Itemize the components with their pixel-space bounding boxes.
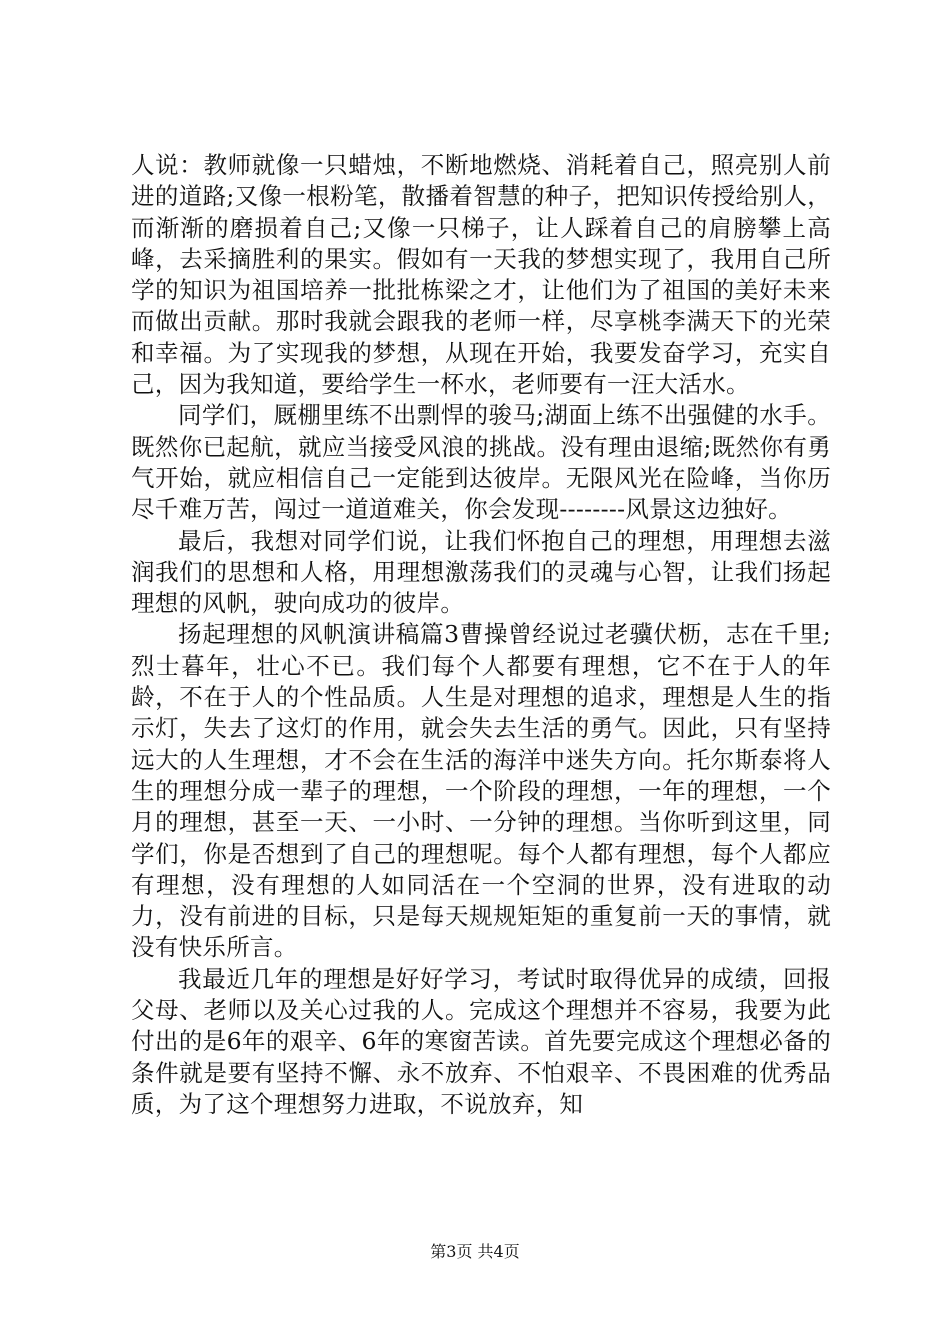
paragraph-5: 我最近几年的理想是好好学习，考试时取得优异的成绩，回报父母、老师以及关心过我的人。完成这个理想并不容易，我要为此付出的是6年的艰辛、6年的寒窗苦读。首先要完成这个理想必备的条件就是要有坚持不懈、永不放弃、不怕艰辛、不畏困难的优秀品质，为了这个理想努力进取，不说放弃，知 (131, 964, 831, 1118)
body-text (131, 150, 831, 1120)
paragraph-4: 扬起理想的风帆演讲稿篇3曹操曾经说过老骥伏枥，志在千里;烈士暮年，壮心不已。我们每个人都要有理想，它不在于人的年龄，不在于人的个性品质。人生是对理想的追求，理想是人生的指示灯，失去了这灯的作用，就会失去生活的勇气。因此，只有坚持远大的人生理想，才不会在生活的海洋中迷失方向。托尔斯泰将人生的理想分成一辈子的理想，一个阶段的理想，一年的理想，一个月的理想，甚至一天、一小时、一分钟的理想。当你听到这里，同学们，你是否想到了自己的理想呢。每个人都有理想，每个人都应有理想，没有理想的人如同活在一个空洞的世界，没有进取的动力，没有前进的目标，只是每天规规矩矩的重复前一天的事情，就没有快乐所言。 (131, 620, 831, 962)
paragraph-2: 同学们，厩棚里练不出剽悍的骏马;湖面上练不出强健的水手。既然你已起航，就应当接受风浪的挑战。没有理由退缩;既然你有勇气开始，就应相信自己一定能到达彼岸。无限风光在险峰，当你历尽千难万苦，闯过一道道难关，你会发现--------风景这边独好。 (131, 401, 831, 524)
paragraph-1: 人说：教师就像一只蜡烛，不断地燃烧、消耗着自己，照亮别人前进的道路;又像一根粉笔，散播着智慧的种子，把知识传授给别人，而渐渐的磨损着自己;又像一只梯子，让人踩着自己的肩膀攀上高峰，去采摘胜利的果实。假如有一天我的梦想实现了，我用自己所学的知识为祖国培养一批批栋梁之才，让他们为了祖国的美好未来而做出贡献。那时我就会跟我的老师一样，尽享桃李满天下的光荣和幸福。为了实现我的梦想，从现在开始，我要发奋学习，充实自己，因为我知道，要给学生一杯水，老师要有一汪大活水。 (131, 151, 831, 399)
paragraph-3: 最后，我想对同学们说，让我们怀抱自己的理想，用理想去滋润我们的思想和人格，用理想激荡我们的灵魂与心智，让我们扬起理想的风帆，驶向成功的彼岸。 (131, 526, 831, 618)
page-number-footer: 第3页 共4页 (430, 1242, 520, 1261)
